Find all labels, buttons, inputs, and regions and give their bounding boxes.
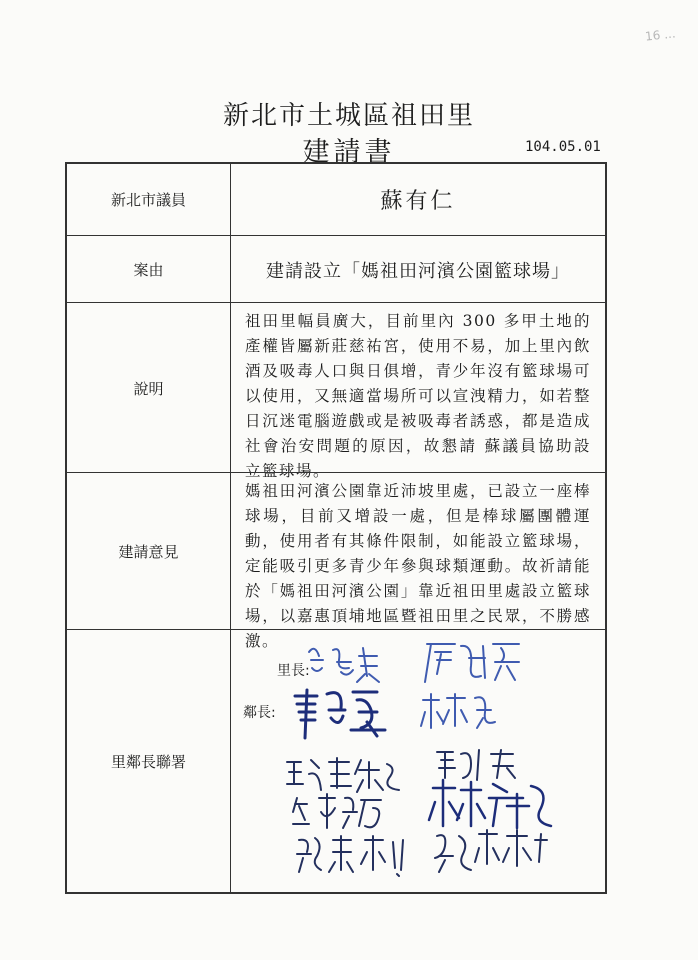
neighborhood-chief-label: 鄰長: (243, 705, 276, 721)
petition-table (65, 162, 607, 894)
signature-image (417, 688, 507, 736)
signature-image (303, 638, 403, 686)
cause-label: 案由 (67, 236, 231, 303)
document-type-title: 建請書 (302, 137, 396, 168)
village-chief-label: 里長: (277, 663, 310, 679)
representative-row (67, 164, 605, 235)
signature-image (293, 830, 413, 882)
signature-image (289, 790, 409, 834)
cause-row (67, 235, 605, 303)
description-row (67, 302, 605, 480)
opinion-row (67, 472, 605, 650)
opinion-text: 媽祖田河濱公園靠近沛坡里處，已設立一座棒球場，目前又增設一處，但是棒球屬團體運動，使用者有其條件限制，如能設立籃球場，定能吸引更多青少年參與球類運動。故祈請能於「媽祖田河濱公園」靠近祖田里處設立籃球場，以嘉惠頂埔地區暨祖田里之民眾，不勝感激。 (245, 482, 591, 650)
signature-area (231, 630, 605, 893)
signature-image (287, 682, 397, 744)
description-text: 祖田里幅員廣大，目前里內 300 多甲土地的產權皆屬新莊慈祐宮，使用不易，加上里內飲酒及吸毒人口與日俱增，青少年沒有籃球場可以使用，又無適當場所可以宣洩精力，如若整日沉迷電腦遊戲或是被吸毒者誘惑，都是造成社會治安問題的原因，故懇請 蘇議員協助設立籃球場。 (245, 312, 591, 480)
signature-image (431, 826, 551, 880)
cause-text: 建請設立「媽祖田河濱公園籃球場」 (266, 260, 570, 282)
corner-handwritten-note: 16 ... (644, 26, 677, 44)
description-label: 說明 (67, 303, 231, 473)
signature-image (421, 636, 531, 688)
signature-row (67, 629, 605, 893)
signature-label: 里鄰長聯署 (67, 630, 231, 893)
opinion-label: 建請意見 (67, 473, 231, 630)
representative-name: 蘇有仁 (380, 189, 456, 214)
representative-label: 新北市議員 (67, 164, 231, 235)
document-date: 104.05.01 (525, 139, 601, 155)
office-title: 新北市土城區祖田里 (222, 101, 475, 131)
